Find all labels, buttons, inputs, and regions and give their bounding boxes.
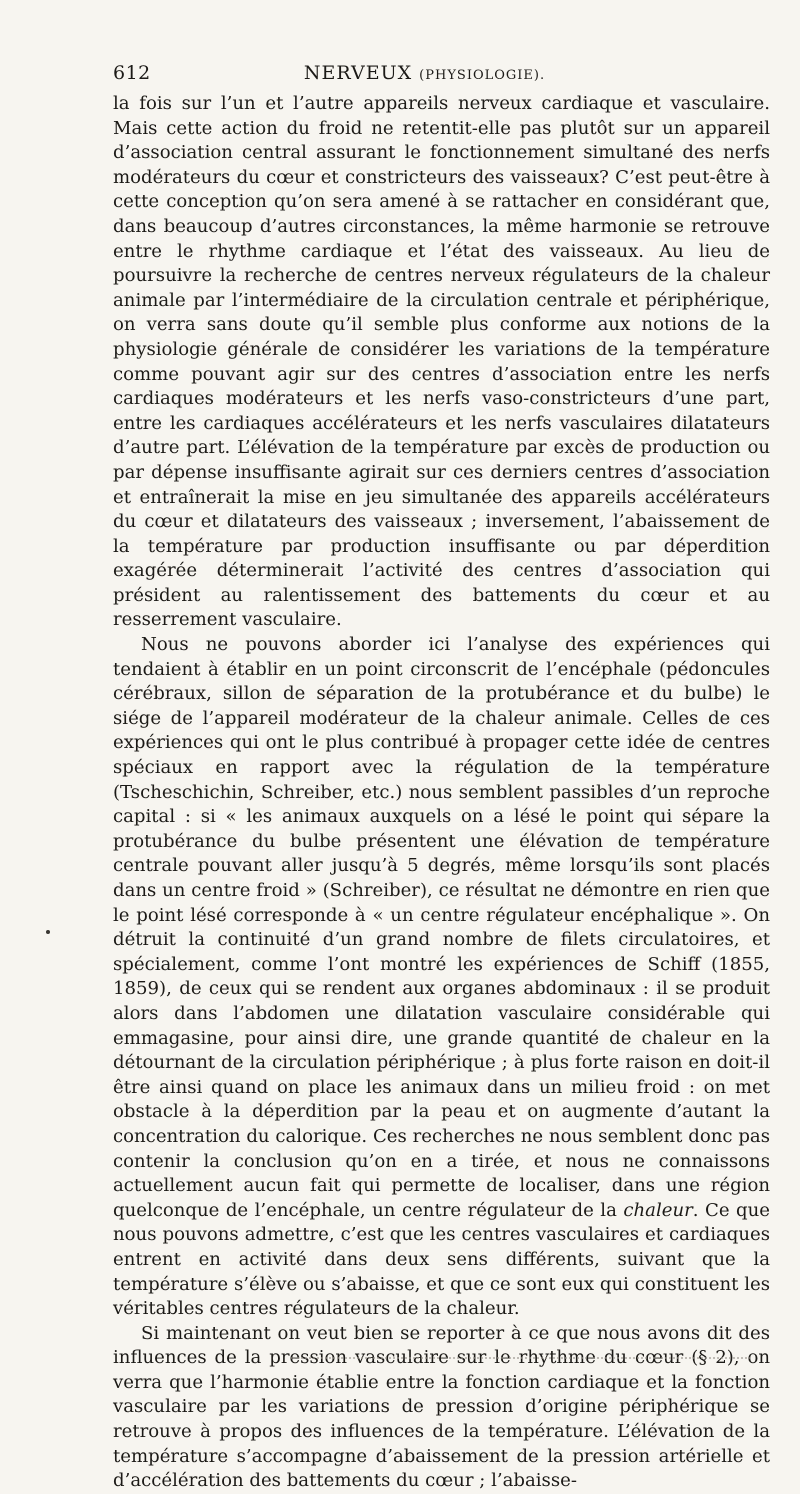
- page-number: 612: [113, 62, 151, 84]
- paragraph-3: Si maintenant on veut bien se reporter à ce que nous avons dit des influences de la pression vasculaire sur le rhythme du cœur (§ 2), on verra que l’harmonie établie entre la fonction cardiaque et la fonction vasculaire par les variations de pression d’origine périphérique se retrouve à propos des influences de la température. L’élévation de la température s’accompagne d’abaissement de la pression artérielle et d’accélération des battements du cœur ; l’abaisse-: [113, 1322, 770, 1492]
- paragraph-2-text: Nous ne pouvons aborder ici l’analyse des expériences qui tendaient à établir en un point circonscrit de l’encéphale (pédoncules cérébraux, sillon de séparation de la protubérance et du bulbe) le siége de l’appareil modérateur de la chaleur animale. Celles de ces expériences qui ont le plus contribué à propager cette idée de centres spéciaux en rapport avec la régulation de la température (Tscheschichin, Schreiber, etc.) nous semblent passibles d’un reproche capital : si « les animaux auxquels on a lésé le point qui sépare la protubérance du bulbe présentent une élévation de température centrale pouvant aller jusqu’à 5 degrés, même lorsqu’ils sont placés dans un centre froid » (Schreiber), ce résultat ne démontre en rien que le point lésé corresponde à « un centre régulateur encéphalique ». On détruit la continuité d’un grand nombre de filets circulatoires, et spécialement, comme l’ont montré les expériences de Schiff (1855, 1859), de ceux qui se rendent aux organes abdominaux : il se produit alors dans l’abdomen une dilatation vasculaire considérable qui emmagasine, pour ainsi dire, une grande quantité de chaleur en la détournant de la circulation périphérique ; à plus forte raison en doit-il être ainsi quand on place les animaux dans un milieu froid : on met obstacle à la déperdition par la peau et on augmente d’autant la concentration du calorique. Ces recherches ne nous semblent donc pas contenir la conclusion qu’on en a tirée, et nous ne connaissons actuellement aucun fait qui permette de localiser, dans une région quelconque de l’encéphale, un centre régulateur de la: [113, 634, 770, 1221]
- body-text: [113, 92, 770, 1494]
- stray-ink-dot: [46, 930, 50, 934]
- paragraph-2: [113, 633, 770, 1322]
- paragraph-1: la fois sur l’un et l’autre appareils nerveux cardiaque et vasculaire. Mais cette action du froid ne retentit-elle pas plutôt sur un appareil d’association central assurant le fonctionnement simultané des nerfs modérateurs du cœur et constricteurs des vaisseaux? C’est peut-être à cette conception qu’on sera amené à se rattacher en considérant que, dans beaucoup d’autres circonstances, la même harmonie se retrouve entre le rhythme cardiaque et l’état des vaisseaux. Au lieu de poursuivre la recherche de centres nerveux régulateurs de la chaleur animale par l’intermédiaire de la circulation centrale et périphérique, on verra sans doute qu’il semble plus conforme aux notions de la physiologie générale de considérer les variations de la température comme pouvant agir sur des centres d’association entre les nerfs cardiaques modérateurs et les nerfs vaso-constricteurs d’une part, entre les cardiaques accélérateurs et les nerfs vasculaires dilatateurs d’autre part. L’élévation de la température par excès de production ou par dépense insuffisante agirait sur ces derniers centres d’association et entraînerait la mise en jeu simultanée des appareils accélérateurs du cœur et dilatateurs des vaisseaux ; inversement, l’abaissement de la température par production insuffisante ou par déperdition exagérée déterminerait l’activité des centres d’association qui président au ralentissement des battements du cœur et au resserrement vasculaire.: [113, 93, 770, 631]
- document-page: [113, 62, 770, 1494]
- running-head-main: NERVEUX: [303, 62, 413, 84]
- running-head: [159, 62, 770, 84]
- running-head-sub: (PHYSIOLOGIE).: [419, 68, 546, 83]
- page-header: [113, 62, 770, 92]
- italic-word: chaleur: [623, 1199, 693, 1221]
- paragraph-2-tail: . Ce que nous pouvons admettre, c’est que les centres vasculaires et cardiaques entrent en activité dans deux sens différents, suivant que la température s’élève ou s’abaisse, et que ce sont eux qui constituent les véritables centres régulateurs de la chaleur.: [113, 1199, 770, 1320]
- footer-scan-noise: [290, 1357, 750, 1361]
